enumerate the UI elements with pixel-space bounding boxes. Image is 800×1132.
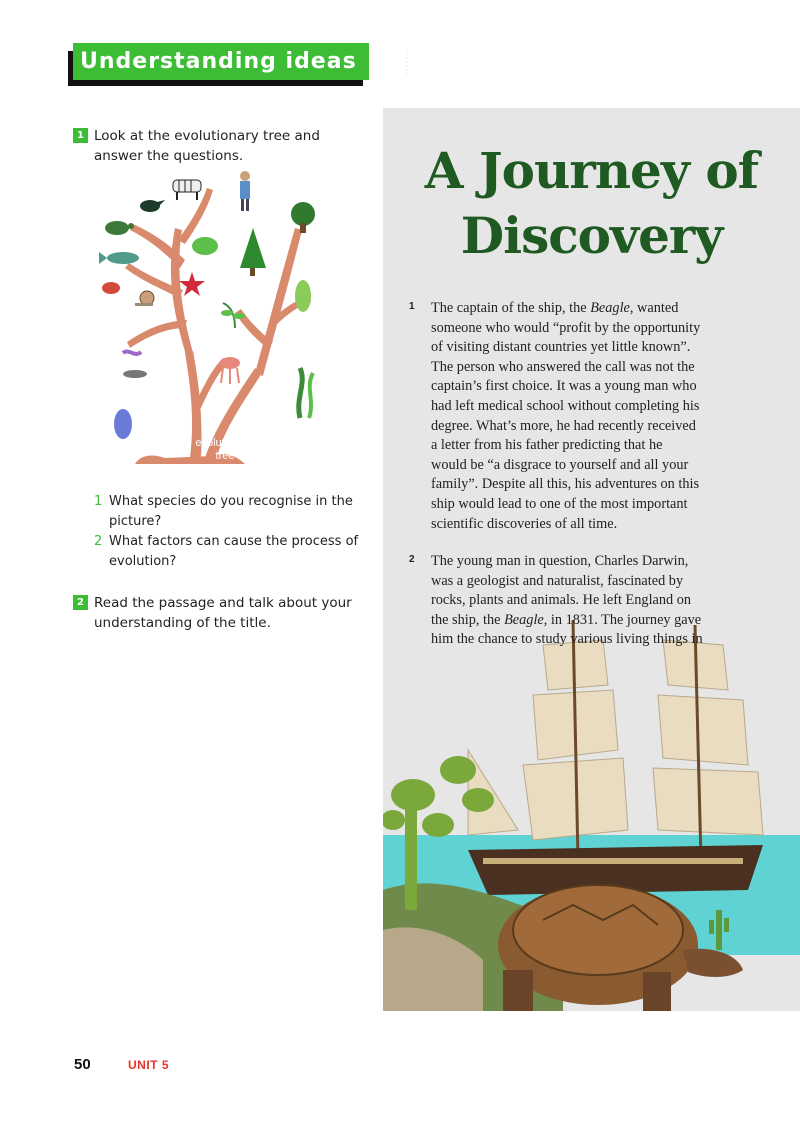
crab-icon [102, 282, 120, 294]
activity-2-instruction: Read the passage and talk about your understanding of the title. [94, 595, 352, 631]
text-line: the ship, the Beagle, in 1831. The journey gave [431, 611, 702, 628]
question-item: 2 What factors can cause the process of evolution? [94, 534, 359, 569]
paragraph-2: The young man in question, Charles Darwin, was a geologist and naturalist, fascinated by rocks, plants and animals. He left England on the ship, the Beagle, in 1831. The journey gave him the chance to study various living things in [431, 552, 731, 650]
activity-number-badge: 2 [73, 595, 88, 610]
activity-1 [73, 126, 363, 166]
question-item: 1 What species do you recognise in the picture? [94, 494, 353, 529]
activity-1-instruction: Look at the evolutionary tree and answer the questions. [94, 128, 320, 164]
human-icon [240, 171, 250, 211]
bird-icon [140, 200, 165, 212]
question-number: 1 [94, 494, 103, 509]
fish-icon [99, 252, 139, 264]
triangle-down-icon [418, 56, 434, 66]
page-number: 50 [74, 1056, 91, 1073]
banner-divider [406, 48, 408, 75]
seaweed-icon [299, 368, 313, 418]
activity-number-badge: 1 [73, 128, 88, 143]
tree-icon [291, 202, 315, 233]
question-number: 2 [94, 534, 103, 549]
paragraph-1: The captain of the ship, the Beagle, wanted someone who would “profit by the opportunity of visiting distant countries yet little known”. The person who answered the call was not the captain’s first choice. It was a young man who had left medical school without completing his degree. What’s more, he had recently received a letter from his father predicting that he would be “a disgrace to yourself and all your family”. Despite all this, his adventures on this ship would lead to one of the most important scientific discoveries of all time. [431, 299, 731, 534]
tree-label: evolutionary tree [195, 437, 255, 462]
slug-icon [123, 370, 147, 378]
paragraph-number: 1 [409, 301, 415, 312]
section-banner [73, 43, 369, 80]
sprout-icon [221, 303, 245, 328]
snail-icon [135, 291, 154, 306]
worm-icon [123, 352, 141, 354]
starfish-icon [179, 272, 205, 296]
section-title: Understanding ideas [80, 49, 357, 74]
activity-2 [73, 593, 363, 633]
question-list [94, 492, 364, 572]
jellyfish-icon [220, 357, 240, 384]
ship-tortoise-illustration [383, 600, 800, 1011]
amoeba-icon [114, 409, 132, 439]
article-title: A Journey of Discovery [424, 141, 759, 265]
frog-icon [192, 237, 218, 255]
fern-icon [295, 280, 311, 312]
turtle-icon [105, 221, 134, 235]
unit-label: UNIT 5 [128, 1058, 170, 1072]
text-line: The captain of the ship, the Beagle, wanted [431, 300, 679, 316]
zebra-icon [173, 180, 201, 200]
pine-icon [240, 228, 266, 276]
paragraph-number: 2 [409, 554, 415, 565]
